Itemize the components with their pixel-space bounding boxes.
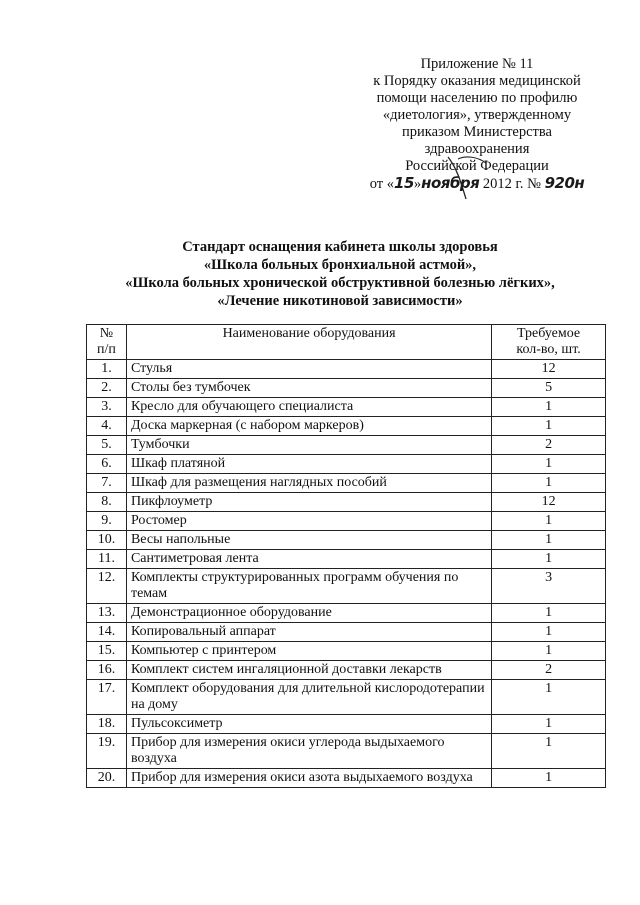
row-quantity: 1	[492, 474, 606, 493]
header-number-line2: п/п	[97, 342, 116, 357]
title-line: «Школа больных хронической обструктивной болезнью лёгких»,	[125, 275, 555, 291]
row-name: Комплект оборудования для длительной кислородотерапии на дому	[126, 680, 491, 715]
order-year: 2012 г. №	[482, 176, 541, 192]
appendix-line: помощи населению по профилю	[376, 90, 578, 106]
header-quantity	[492, 325, 606, 360]
table-row	[87, 474, 606, 493]
table-row	[87, 642, 606, 661]
row-name: Шкаф для размещения наглядных пособий	[126, 474, 491, 493]
row-name: Комплекты структурированных программ обучения по темам	[126, 569, 491, 604]
row-name: Ростомер	[126, 512, 491, 531]
row-quantity: 1	[492, 417, 606, 436]
order-number: 920н	[544, 174, 585, 192]
table-row	[87, 436, 606, 455]
row-number: 7.	[87, 474, 127, 493]
row-name: Компьютер с принтером	[126, 642, 491, 661]
document-title	[70, 238, 610, 310]
row-number: 11.	[87, 550, 127, 569]
row-name: Прибор для измерения окиси азота выдыхаемого воздуха	[126, 769, 491, 788]
header-number-line1: №	[99, 326, 114, 341]
table-row	[87, 604, 606, 623]
row-number: 2.	[87, 379, 127, 398]
row-quantity: 12	[492, 493, 606, 512]
row-name: Стулья	[126, 360, 491, 379]
table-row	[87, 360, 606, 379]
table-row	[87, 680, 606, 715]
table-row	[87, 512, 606, 531]
row-name: Демонстрационное оборудование	[126, 604, 491, 623]
row-number: 10.	[87, 531, 127, 550]
row-number: 15.	[87, 642, 127, 661]
table-row	[87, 493, 606, 512]
table-row	[87, 455, 606, 474]
appendix-line: Российской Федерации	[405, 158, 549, 174]
row-quantity: 1	[492, 550, 606, 569]
row-name: Пикфлоуметр	[126, 493, 491, 512]
table-row	[87, 569, 606, 604]
row-name: Доска маркерная (с набором маркеров)	[126, 417, 491, 436]
row-quantity: 1	[492, 604, 606, 623]
row-name: Столы без тумбочек	[126, 379, 491, 398]
order-date-number	[352, 175, 602, 193]
row-quantity: 1	[492, 455, 606, 474]
row-number: 14.	[87, 623, 127, 642]
row-name: Тумбочки	[126, 436, 491, 455]
row-name: Сантиметровая лента	[126, 550, 491, 569]
appendix-title: Приложение № 11	[420, 56, 534, 72]
row-quantity: 1	[492, 734, 606, 769]
row-number: 5.	[87, 436, 127, 455]
table-row	[87, 550, 606, 569]
title-line: Стандарт оснащения кабинета школы здоровья	[182, 239, 498, 255]
table-row	[87, 661, 606, 680]
appendix-line: «диетология», утвержденному	[382, 107, 572, 123]
row-number: 18.	[87, 715, 127, 734]
row-number: 1.	[87, 360, 127, 379]
order-month: ноября	[421, 174, 480, 192]
appendix-line: к Порядку оказания медицинской	[373, 73, 581, 89]
row-name: Кресло для обучающего специалиста	[126, 398, 491, 417]
row-name: Прибор для измерения окиси углерода выдыхаемого воздуха	[126, 734, 491, 769]
table-row	[87, 734, 606, 769]
row-number: 3.	[87, 398, 127, 417]
row-number: 4.	[87, 417, 127, 436]
table-row	[87, 715, 606, 734]
order-day: 15	[394, 174, 414, 192]
row-quantity: 1	[492, 715, 606, 734]
row-name: Пульсоксиметр	[126, 715, 491, 734]
row-name: Комплект систем ингаляционной доставки лекарств	[126, 661, 491, 680]
header-quantity-line2: кол-во, шт.	[516, 342, 581, 357]
row-name: Шкаф платяной	[126, 455, 491, 474]
row-quantity: 1	[492, 623, 606, 642]
header-number	[87, 325, 127, 360]
appendix-line: здравоохранения	[424, 141, 530, 157]
table-row	[87, 623, 606, 642]
order-mid: »	[413, 176, 422, 192]
row-quantity: 1	[492, 769, 606, 788]
row-quantity: 1	[492, 642, 606, 661]
title-line: «Школа больных бронхиальной астмой»,	[203, 257, 477, 273]
order-prefix: от «	[369, 176, 395, 192]
appendix-header	[352, 56, 602, 193]
table-row	[87, 398, 606, 417]
row-quantity: 1	[492, 680, 606, 715]
row-quantity: 2	[492, 661, 606, 680]
table-row	[87, 531, 606, 550]
row-quantity: 1	[492, 531, 606, 550]
row-quantity: 1	[492, 512, 606, 531]
row-number: 19.	[87, 734, 127, 769]
row-quantity: 1	[492, 398, 606, 417]
header-quantity-line1: Требуемое	[517, 326, 581, 341]
row-quantity: 12	[492, 360, 606, 379]
row-number: 9.	[87, 512, 127, 531]
row-name: Копировальный аппарат	[126, 623, 491, 642]
header-name: Наименование оборудования	[126, 325, 491, 360]
row-number: 16.	[87, 661, 127, 680]
row-number: 20.	[87, 769, 127, 788]
row-number: 13.	[87, 604, 127, 623]
row-name: Весы напольные	[126, 531, 491, 550]
table-row	[87, 379, 606, 398]
row-number: 8.	[87, 493, 127, 512]
equipment-table	[86, 324, 606, 788]
appendix-line: приказом Министерства	[402, 124, 552, 140]
row-quantity: 2	[492, 436, 606, 455]
row-quantity: 5	[492, 379, 606, 398]
row-number: 17.	[87, 680, 127, 715]
table-row	[87, 417, 606, 436]
row-number: 6.	[87, 455, 127, 474]
row-quantity: 3	[492, 569, 606, 604]
table-header-row	[87, 325, 606, 360]
row-number: 12.	[87, 569, 127, 604]
table-row	[87, 769, 606, 788]
title-line: «Лечение никотиновой зависимости»	[217, 293, 463, 309]
